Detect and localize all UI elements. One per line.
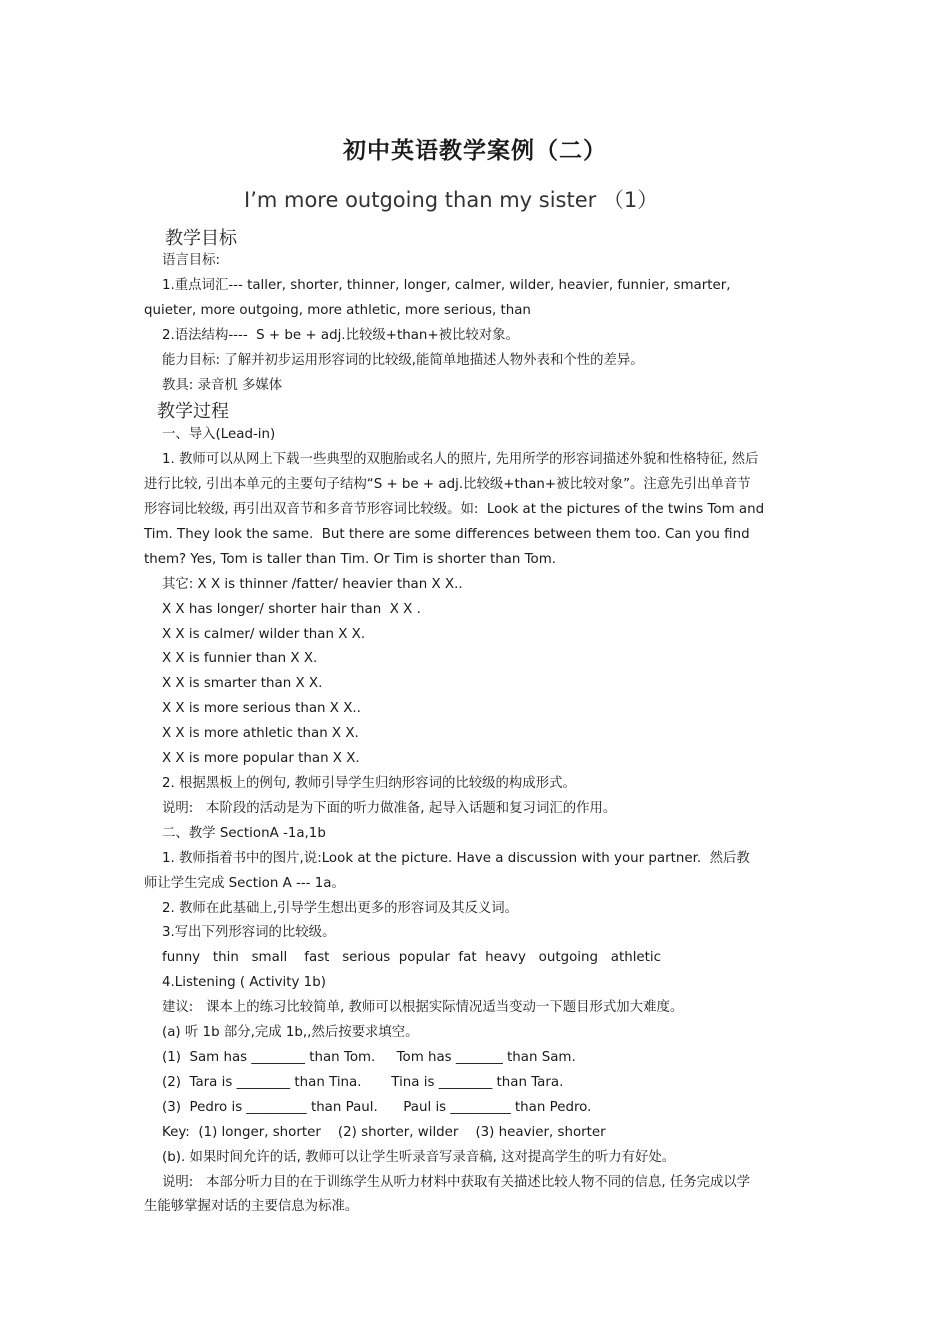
process-line: 形容词比较级, 再引出双音节和多音节形容词比较级。如: Look at the pictures of the twins Tom and xyxy=(144,502,765,518)
document-subtitle: I’m more outgoing than my sister （1） xyxy=(244,188,659,212)
goal-line: 教具: 录音机 多媒体 xyxy=(162,377,283,393)
process-line: X X is more popular than X X. xyxy=(162,751,360,767)
process-line: 2. 教师在此基础上,引导学生想出更多的形容词及其反义词。 xyxy=(162,900,519,916)
process-line: 4.Listening ( Activity 1b) xyxy=(162,975,326,991)
goal-line: 2.语法结构---- S + be + adj.比较级+than+被比较对象。 xyxy=(162,327,519,343)
process-block xyxy=(144,423,810,1220)
process-line: (1) Sam has ________ than Tom. Tom has _______ than Sam. xyxy=(162,1049,576,1065)
process-line: (3) Pedro is _________ than Paul. Paul is _________ than Pedro. xyxy=(162,1099,592,1115)
section-heading-goals: 教学目标 xyxy=(165,228,237,249)
process-line: them? Yes, Tom is taller than Tim. Or Tim is shorter than Tom. xyxy=(144,551,557,567)
process-line: 建议: 课本上的练习比较简单, 教师可以根据实际情况适当变动一下题目形式加大难度。 xyxy=(162,1000,684,1016)
process-line: (2) Tara is ________ than Tina. Tina is ________ than Tara. xyxy=(162,1074,564,1090)
process-line: X X is smarter than X X. xyxy=(162,676,323,692)
process-line: 说明: 本阶段的活动是为下面的听力做准备, 起导入话题和复习词汇的作用。 xyxy=(162,800,617,816)
section-heading-process: 教学过程 xyxy=(157,401,229,422)
process-line: 1. 教师指着书中的图片,说:Look at the picture. Have a discussion with your partner. 然后教 xyxy=(162,850,750,866)
process-line: X X is calmer/ wilder than X X. xyxy=(162,626,366,642)
process-line: (b). 如果时间允许的话, 教师可以让学生听录音写录音稿, 这对提高学生的听力有好处。 xyxy=(162,1149,676,1165)
process-line: 2. 根据黑板上的例句, 教师引导学生归纳形容词的比较级的构成形式。 xyxy=(162,776,576,792)
process-line: X X is more athletic than X X. xyxy=(162,726,359,742)
process-line: Tim. They look the same. But there are some differences between them too. Can you find xyxy=(144,526,750,542)
document-body xyxy=(144,249,810,1220)
process-line: Key: (1) longer, shorter (2) shorter, wilder (3) heavier, shorter xyxy=(162,1124,606,1140)
process-line: 师让学生完成 Section A --- 1a。 xyxy=(144,875,345,891)
process-line: funny thin small fast serious popular fat heavy outgoing athletic xyxy=(162,950,661,966)
goals-block xyxy=(144,249,810,398)
goal-line: quieter, more outgoing, more athletic, more serious, than xyxy=(144,302,531,318)
heading-spacer xyxy=(144,398,810,423)
process-line: X X is funnier than X X. xyxy=(162,651,318,667)
goal-line: 能力目标: 了解并初步运用形容词的比较级,能简单地描述人物外表和个性的差异。 xyxy=(162,352,644,368)
document-title: 初中英语教学案例（二） xyxy=(343,137,607,164)
process-line: 二、教学 SectionA -1a,1b xyxy=(162,825,326,841)
process-line: X X has longer/ shorter hair than X X . xyxy=(162,601,421,617)
goal-line: 语言目标: xyxy=(162,253,221,268)
process-line: 1. 教师可以从网上下载一些典型的双胞胎或名人的照片, 先用所学的形容词描述外貌和性格特征, 然后 xyxy=(162,452,759,468)
process-line: 一、导入(Lead-in) xyxy=(162,427,276,443)
goal-line: 1.重点词汇--- taller, shorter, thinner, longer, calmer, wilder, heavier, funnier, smarter, xyxy=(162,277,731,293)
process-line: 说明: 本部分听力目的在于训练学生从听力材料中获取有关描述比较人物不同的信息, 任务完成以学 xyxy=(162,1174,751,1190)
process-line: 进行比较, 引出本单元的主要句子结构“S + be + adj.比较级+than+被比较对象”。注意先引出单音节 xyxy=(144,477,751,493)
process-line: 3.写出下列形容词的比较级。 xyxy=(162,925,336,941)
process-line: (a) 听 1b 部分,完成 1b,,然后按要求填空。 xyxy=(162,1025,419,1041)
process-line: 生能够掌握对话的主要信息为标准。 xyxy=(144,1199,359,1215)
process-line: X X is more serious than X X.. xyxy=(162,701,361,717)
process-line: 其它: X X is thinner /fatter/ heavier than X X.. xyxy=(162,576,463,592)
